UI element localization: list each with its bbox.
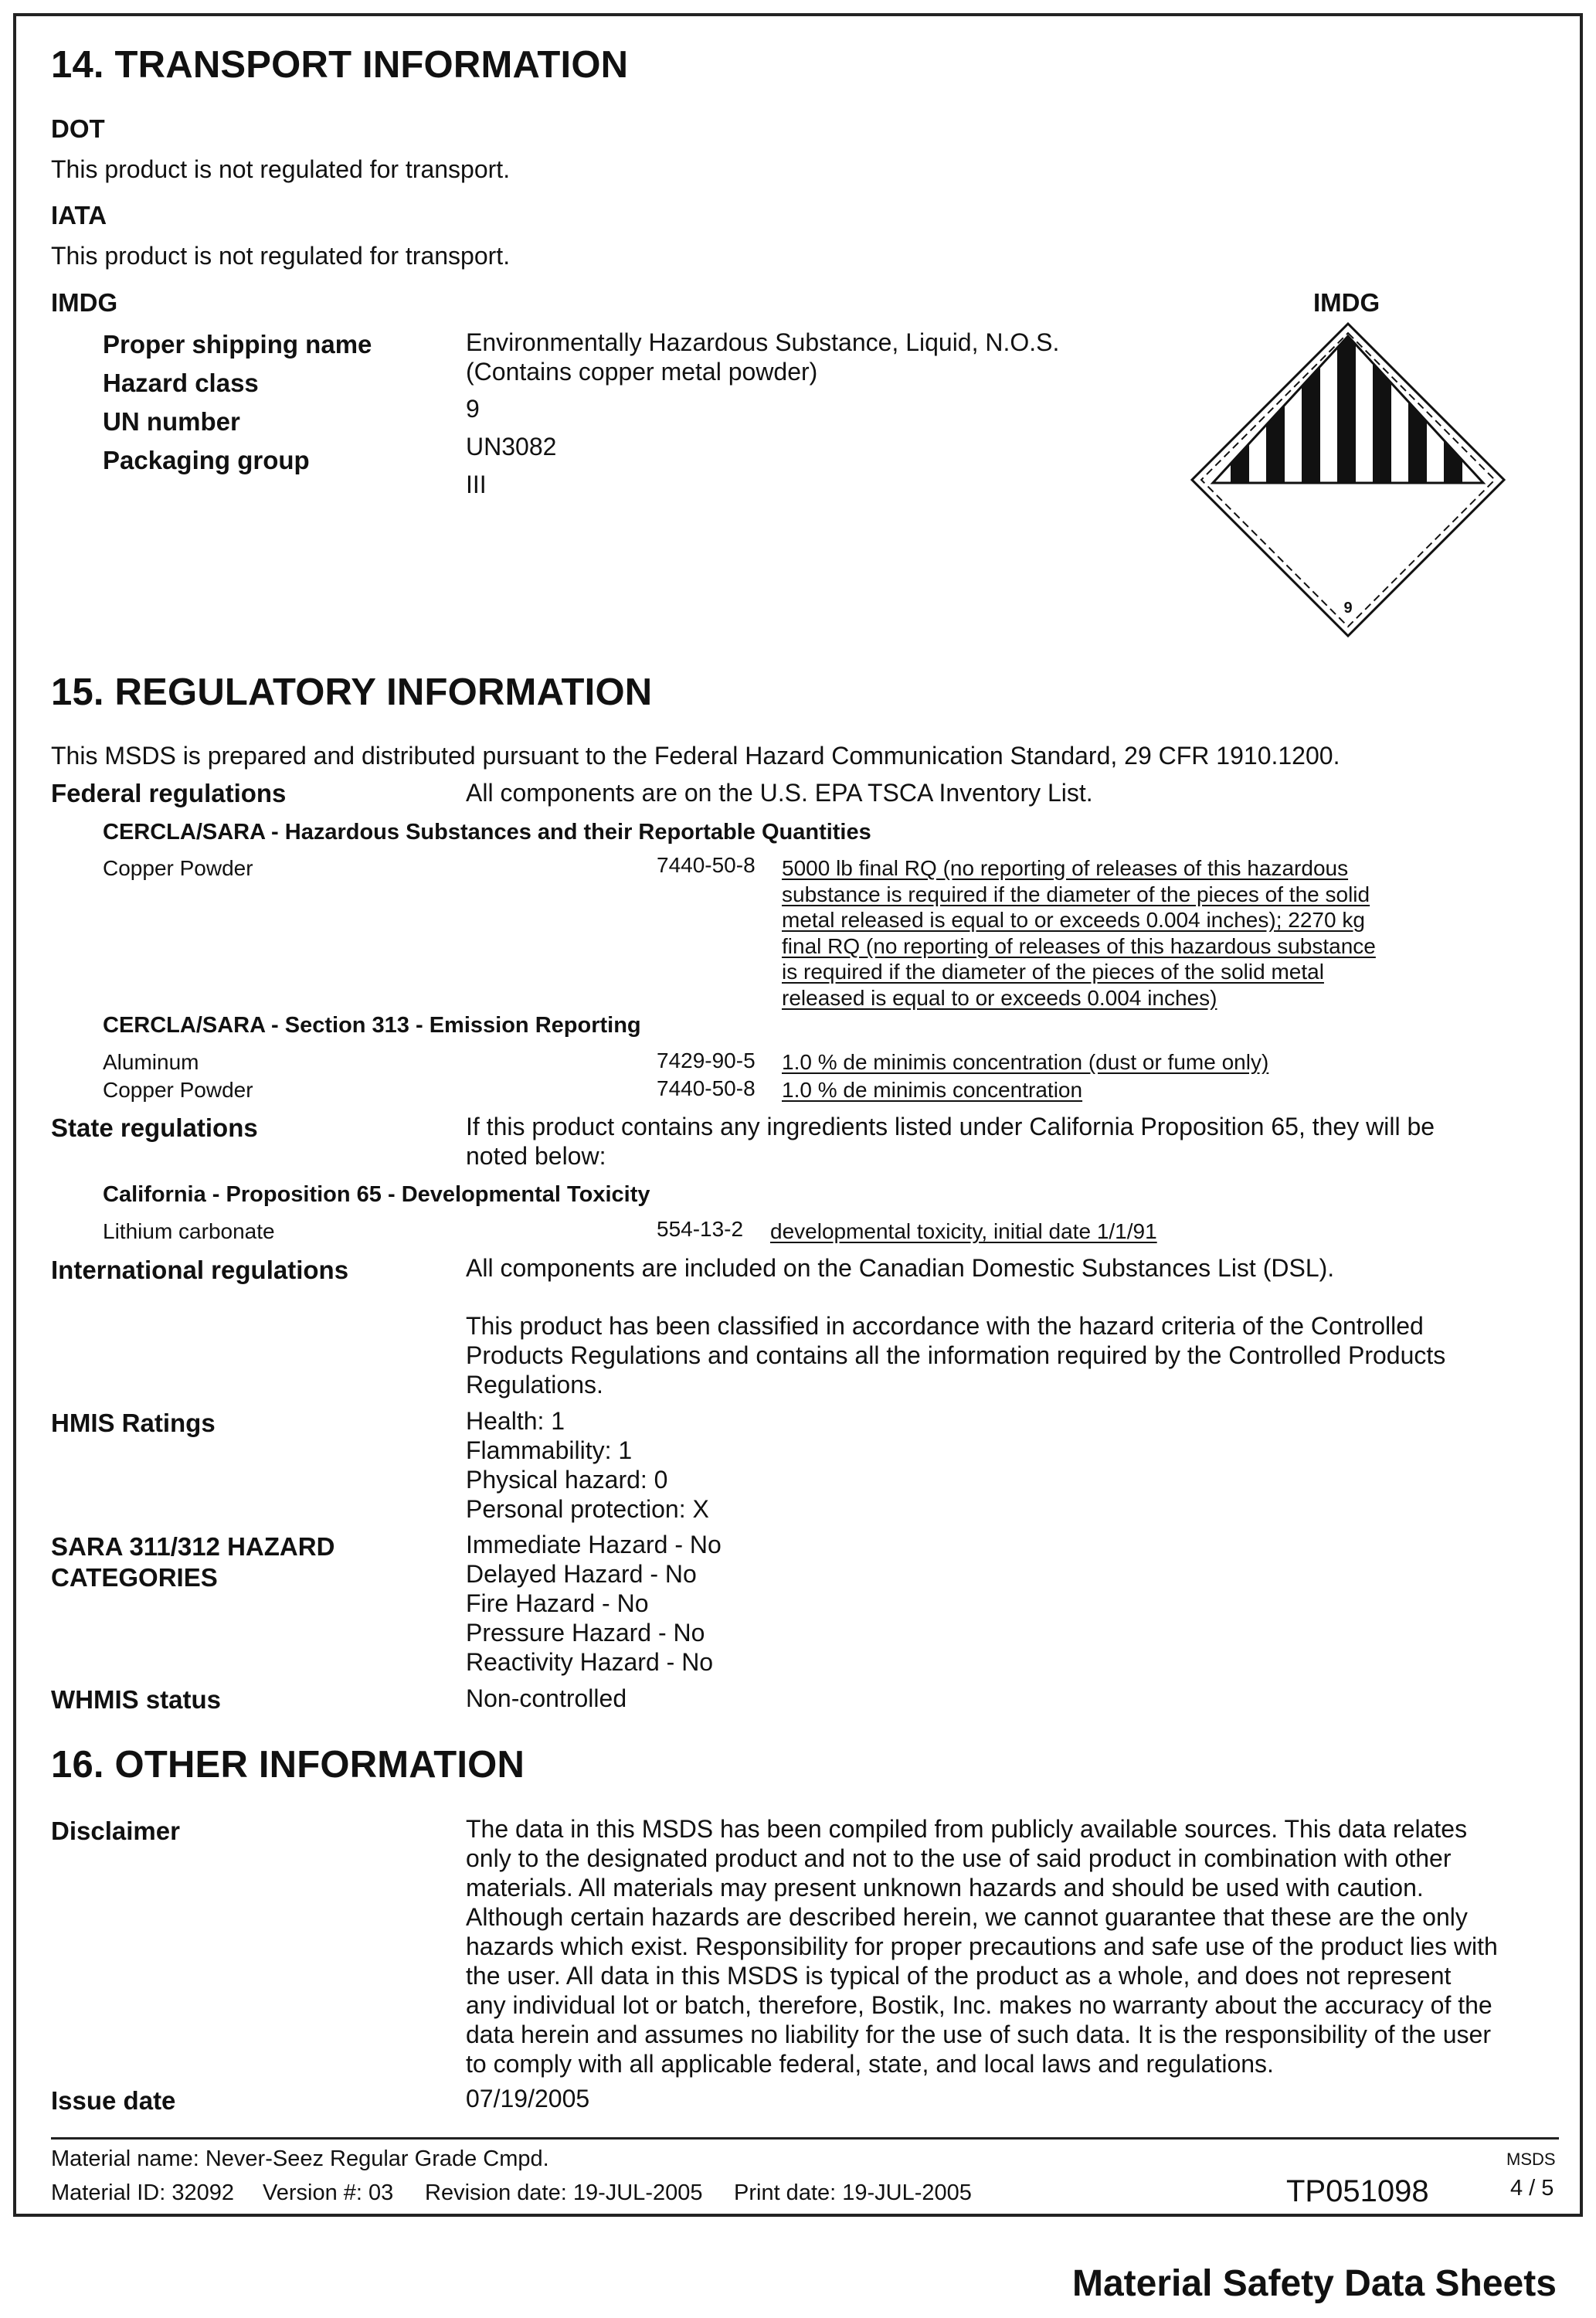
placard-class-number: 9 [1343,600,1353,617]
material-name: Material name: Never-Seez Regular Grade Cmpd. [51,2146,549,2171]
section-14-title: 14. TRANSPORT INFORMATION [51,44,629,86]
section-313-title: CERCLA/SARA - Section 313 - Emission Reporting [103,1013,641,1038]
field-value: UN3082 [466,433,557,461]
dot-label: DOT [51,114,105,143]
sara-categories: Immediate Hazard - No Delayed Hazard - No Fire Hazard - No Pressure Hazard - No Reactivity Hazard - No [466,1531,722,1676]
emission-description: 1.0 % de minimis concentration (dust or fume only) [782,1050,1269,1074]
california-prop65-title: California - Proposition 65 - Developmental Toxicity [103,1182,650,1207]
substance-name: Copper Powder [103,1078,253,1102]
sara-label: SARA 311/312 HAZARD CATEGORIES [51,1532,335,1592]
emission-description: 1.0 % de minimis concentration [782,1078,1083,1102]
substance-name: Lithium carbonate [103,1219,275,1243]
section-16-title: 16. OTHER INFORMATION [51,1744,525,1786]
whmis-label: WHMIS status [51,1685,222,1714]
issue-date-label: Issue date [51,2086,176,2115]
state-label: State regulations [51,1113,258,1142]
field-label: Hazard class [103,369,259,397]
field-value: Environmentally Hazardous Substance, Liquid, N.O.S. [466,328,1060,356]
iata-text: This product is not regulated for transport. [51,242,511,270]
field-value: (Contains copper metal powder) [466,358,818,386]
field-value: 9 [466,395,480,423]
international-label: International regulations [51,1256,349,1284]
msds-label: MSDS [1506,2150,1556,2169]
cas-number: 7429-90-5 [657,1049,756,1072]
international-text: All components are included on the Canadian Domestic Substances List (DSL). [466,1254,1335,1282]
cercla-title: CERCLA/SARA - Hazardous Substances and their Reportable Quantities [103,820,871,845]
substance-name: Aluminum [103,1050,199,1074]
state-text: If this product contains any ingredients listed under California Proposition 65, they will be noted below: [466,1113,1435,1170]
substance-name: Copper Powder [103,856,253,880]
section-15-title: 15. REGULATORY INFORMATION [51,671,653,713]
caption: Material Safety Data Sheets [1072,2263,1557,2304]
field-value: III [466,471,487,498]
cas-number: 7440-50-8 [657,1076,756,1100]
imdg-label: IMDG [51,288,118,317]
federal-label: Federal regulations [51,779,287,807]
dot-text: This product is not regulated for transport. [51,155,511,183]
federal-text: All components are on the U.S. EPA TSCA Inventory List. [466,779,1093,807]
version: Version #: 03 [263,2180,394,2205]
whmis-value: Non-controlled [466,1684,627,1712]
material-id: Material ID: 32092 [51,2180,234,2205]
controlled-products-text: This product has been classified in accordance with the hazard criteria of the Controlled Products Regulations and contains all the information required by the Controlled Products Regulations. [466,1312,1446,1399]
hmis-label: HMIS Ratings [51,1409,216,1437]
reportable-quantity-text: 5000 lb final RQ (no reporting of releases of this hazardous substance is required if the diameter of the pieces of the solid metal released is equal to or exceeds 0.004 inches); 2270 kg final RQ (no reporting of releases of this hazardous substance is required if the diameter of the pieces of the solid metal released is equal to or exceeds 0.004 inches) [782,856,1376,1010]
regulatory-intro: This MSDS is prepared and distributed pursuant to the Federal Hazard Communication Standard, 29 CFR 1910.1200. [51,742,1340,770]
cas-number: 554-13-2 [657,1217,744,1241]
issue-date-value: 07/19/2005 [466,2085,590,2112]
footer-divider [51,2137,1559,2140]
field-label: UN number [103,407,240,436]
disclaimer-label: Disclaimer [51,1817,180,1845]
page-number: 4 / 5 [1510,2176,1554,2201]
hmis-ratings: Health: 1 Flammability: 1 Physical hazard: 0 Personal protection: X [466,1407,709,1523]
cas-number: 7440-50-8 [657,853,756,877]
placard-title: IMDG [1313,288,1380,317]
print-date: Print date: 19-JUL-2005 [734,2180,972,2205]
document-code: TP051098 [1286,2174,1429,2208]
revision-date: Revision date: 19-JUL-2005 [425,2180,703,2205]
field-label: Packaging group [103,446,310,474]
class-9-placard-icon [1186,321,1510,641]
field-label: Proper shipping name [103,330,372,359]
disclaimer-text: The data in this MSDS has been compiled from publicly available sources. This data relates only to the designated product and not to the use of said product in combination with other materials. All materials may present unknown hazards and should be used with caution. Although certain hazards are described herein, we cannot guarantee that these are the only hazards which exist. Responsibility for proper precautions and safe use of the product lies with the user. All data in this MSDS is typical of the product as a whole, and does not represent any individual lot or batch, therefore, Bostik, Inc. makes no warranty about the accuracy of the data herein and assumes no liability for the use of such data. It is the responsibility of the user to comply with all applicable federal, state, and local laws and regulations. [466,1815,1498,2078]
iata-label: IATA [51,201,107,229]
toxicity-description: developmental toxicity, initial date 1/1/91 [770,1219,1157,1243]
